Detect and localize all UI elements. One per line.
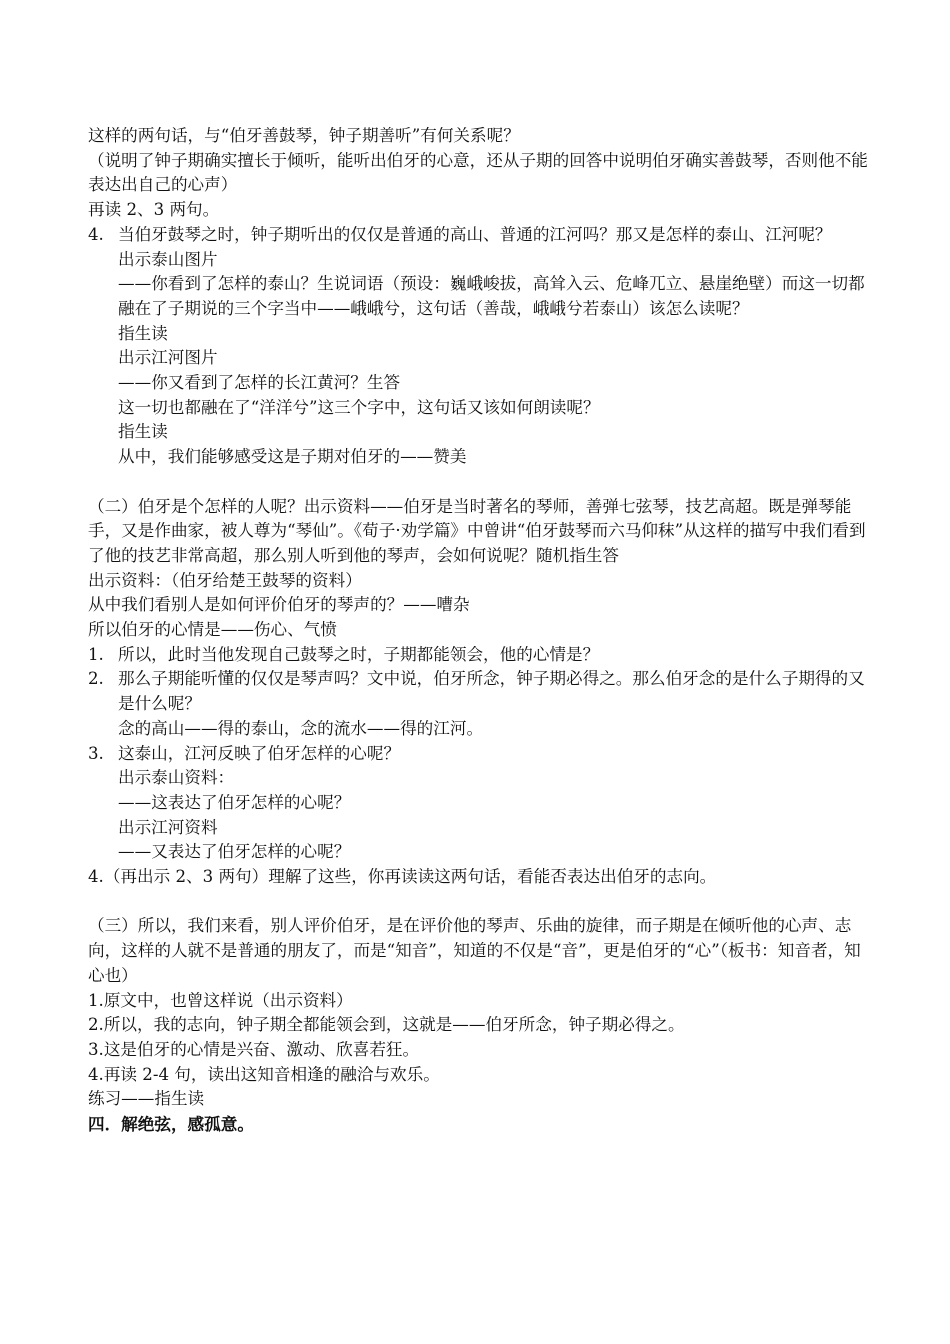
section-2-intro: （二）伯牙是个怎样的人呢？出示资料——伯牙是当时著名的琴师，善弹七弦琴，技艺高超。既是弹琴能手，又是作曲家，被人尊为“琴仙”。《荀子·劝学篇》中曾讲“伯牙鼓琴而六马仰秣”从这样的描写中我们看到了他的技艺非常高超，那么别人听到他的琴声，会如何说呢？随机指生答 [88,496,866,565]
paragraph: 2.所以，我的志向，钟子期全都能领会到，这就是——伯牙所念，钟子期必得之。 [88,1015,685,1035]
list-item [88,223,872,248]
indented-line: 指生读 [118,422,168,442]
indented-line: 从中，我们能够感受这是子期对伯牙的——赞美 [118,447,467,467]
paragraph: 3.这是伯牙的心情是兴奋、激动、欣喜若狂。 [88,1039,420,1059]
list-item [88,742,872,767]
list-number: 1. [88,644,104,664]
indented-line: 这一切也都融在了“洋洋兮”这三个字中，这句话又该如何朗读呢？ [118,397,600,417]
indented-line: ——你看到了怎样的泰山？生说词语（预设：巍峨峻拔，高耸入云、危峰兀立、悬崖绝壁）而这一切都融在了子期说的三个字当中——峨峨兮，这句话（善哉，峨峨兮若泰山）该怎么读呢？ [118,274,865,318]
paragraph: （说明了钟子期确实擅长于倾听，能听出伯牙的心意，还从子期的回答中说明伯牙确实善鼓琴，否则他不能表达出自己的心声） [88,150,868,195]
indented-line: ——这表达了伯牙怎样的心呢？ [118,792,351,812]
paragraph: 再读 2、3 两句。 [88,200,220,220]
indented-line: 念的高山——得的泰山，念的流水——得的江河。 [118,718,484,738]
paragraph: 从中我们看别人是如何评价伯牙的琴声的？——嘈杂 [88,595,470,615]
indented-line: 出示江河资料 [118,817,218,837]
paragraph: 1.原文中，也曾这样说（出示资料） [88,990,353,1010]
section-3-intro: （三）所以，我们来看，别人评价伯牙，是在评价他的琴声、乐曲的旋律，而子期是在倾听他的心声、志向，这样的人就不是普通的朋友了，而是“知音”，知道的不仅是“音”，更是伯牙的“心”（板书：知音者，知心也） [88,916,861,985]
paragraph: 4.（再出示 2、3 两句）理解了这些，你再读读这两句话，看能否表达出伯牙的志向。 [88,867,717,887]
paragraph: 所以伯牙的心情是——伤心、气愤 [88,620,337,640]
list-text: 当伯牙鼓琴之时，钟子期听出的仅仅是普通的高山、普通的江河吗？那又是怎样的泰山、江河呢？ [118,224,832,244]
indented-line: 指生读 [118,323,168,343]
list-number: 2. [88,669,104,689]
document-body [88,124,872,1137]
paragraph: 练习——指生读 [88,1089,205,1109]
paragraph: 出示资料：（伯牙给楚王鼓琴的资料） [88,570,362,590]
indented-line: 出示泰山图片 [118,249,218,269]
indented-line: ——你又看到了怎样的长江黄河？生答 [118,373,401,393]
indented-line: ——又表达了伯牙怎样的心呢？ [118,842,351,862]
list-text: 所以，此时当他发现自己鼓琴之时，子期都能领会，他的心情是？ [118,644,600,664]
list-item [88,643,872,668]
list-text: 那么子期能听懂的仅仅是琴声吗？文中说，伯牙所念，钟子期必得之。那么伯牙念的是什么子期得的又是什么呢？ [118,669,865,714]
list-item [88,667,872,716]
paragraph: 这样的两句话，与“伯牙善鼓琴，钟子期善听”有何关系呢？ [88,126,520,145]
list-number: 3. [88,743,104,763]
blank-line [88,890,872,915]
blank-line [88,470,872,495]
indented-line: 出示泰山资料： [118,768,235,788]
list-number: 4. [88,224,104,244]
indented-line: 出示江河图片 [118,348,218,368]
list-text: 这泰山，江河反映了伯牙怎样的心呢？ [118,743,401,763]
paragraph: 4.再读 2-4 句，读出这知音相逢的融洽与欢乐。 [88,1064,440,1084]
section-heading: 四．解绝弦，感孤意。 [88,1114,254,1135]
